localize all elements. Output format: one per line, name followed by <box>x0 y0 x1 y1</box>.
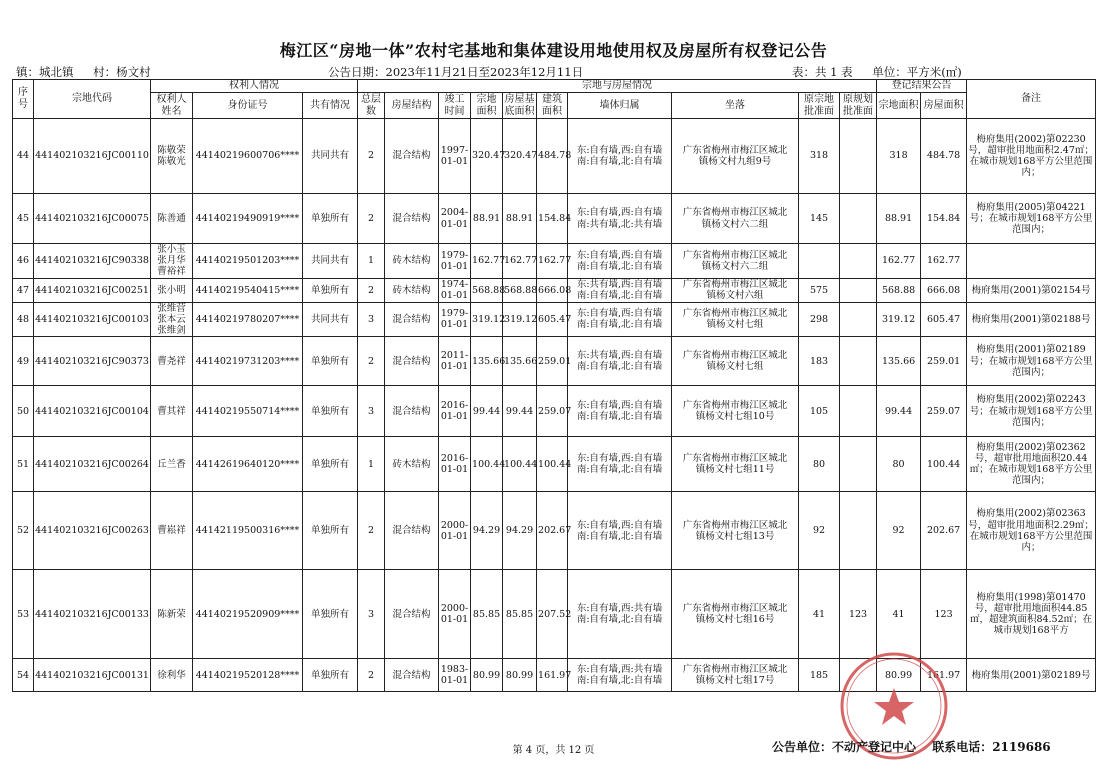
cell-year: 2000- 01-01 <box>439 570 471 659</box>
cell-land-area: 85.85 <box>471 570 503 659</box>
cell-id-no: 44140219501203**** <box>193 244 303 279</box>
footer-org: 公告单位：不动产登记中心 <box>772 740 917 754</box>
meta-town: 镇：城北镇 <box>16 65 74 79</box>
cell-structure: 砖木结构 <box>385 437 439 492</box>
cell-share: 单独所有 <box>303 437 358 492</box>
cell-location: 广东省梅州市梅江区城北 镇杨文村七组 <box>672 337 799 386</box>
cell-base-area: 80.99 <box>503 659 537 692</box>
table-row <box>13 337 1096 386</box>
cell-orig-approved <box>799 244 840 279</box>
cell-res-land: 88.91 <box>877 194 921 244</box>
cell-land-area: 94.29 <box>471 492 503 570</box>
cell-id-no: 44142619640120**** <box>193 437 303 492</box>
cell-location: 广东省梅州市梅江区城北 镇杨文村七组 <box>672 302 799 337</box>
cell-seq: 49 <box>13 337 34 386</box>
cell-seq: 53 <box>13 570 34 659</box>
cell-year: 1997- 01-01 <box>439 119 471 194</box>
cell-land-area: 568.88 <box>471 278 503 302</box>
header-structure: 房屋结构 <box>385 93 439 119</box>
cell-walls: 东:共有墙,西:自有墙 南:自有墙,北:自有墙 <box>568 278 672 302</box>
cell-location: 广东省梅州市梅江区城北 镇杨文村七组11号 <box>672 437 799 492</box>
cell-res-house: 259.01 <box>921 337 967 386</box>
cell-remark: 梅府集用(2002)第02362号，超审批用地面积20.44㎡；在城市规划168平方公里范围内； <box>967 437 1096 492</box>
cell-year: 2004- 01-01 <box>439 194 471 244</box>
cell-owner-name: 张小明 <box>151 278 193 302</box>
table-body <box>13 119 1096 692</box>
header-orig-approved: 原宗地批准面 <box>799 93 840 119</box>
cell-orig-planned <box>840 119 877 194</box>
table-row <box>13 492 1096 570</box>
header-res-land: 宗地面积 <box>877 93 921 119</box>
cell-structure: 混合结构 <box>385 570 439 659</box>
cell-res-land: 99.44 <box>877 386 921 437</box>
table-row <box>13 194 1096 244</box>
cell-location: 广东省梅州市梅江区城北 镇杨文村九组9号 <box>672 119 799 194</box>
cell-code: 441402103216JC00131 <box>34 659 151 692</box>
cell-share: 单独所有 <box>303 194 358 244</box>
cell-base-area: 85.85 <box>503 570 537 659</box>
cell-base-area: 319.12 <box>503 302 537 337</box>
cell-remark: 梅府集用(1998)第01470号，超审批用地面积44.85㎡，超建筑面积84.52㎡；在城市规划168平方 <box>967 570 1096 659</box>
cell-owner-name: 张维营 张本云 张维剑 <box>151 302 193 337</box>
cell-floors: 2 <box>358 278 385 302</box>
cell-build-area: 161.97 <box>537 659 568 692</box>
table-row <box>13 119 1096 194</box>
cell-build-area: 605.47 <box>537 302 568 337</box>
cell-walls: 东:自有墙,西:自有墙 南:自有墙,北:自有墙 <box>568 386 672 437</box>
cell-land-area: 100.44 <box>471 437 503 492</box>
cell-owner-name: 曹崧祥 <box>151 492 193 570</box>
cell-code: 441402103216JC90338 <box>34 244 151 279</box>
cell-orig-planned <box>840 386 877 437</box>
cell-walls: 东:自有墙,西:自有墙 南:自有墙,北:自有墙 <box>568 492 672 570</box>
meta-table-info <box>792 64 978 80</box>
meta-village: 村：杨文村 <box>93 65 151 79</box>
cell-land-area: 162.77 <box>471 244 503 279</box>
cell-orig-planned <box>840 659 877 692</box>
cell-orig-approved: 41 <box>799 570 840 659</box>
cell-res-house: 484.78 <box>921 119 967 194</box>
cell-seq: 51 <box>13 437 34 492</box>
cell-land-area: 319.12 <box>471 302 503 337</box>
header-land-group: 宗地与房屋情况 <box>358 80 877 93</box>
cell-walls: 东:共有墙,西:自有墙 南:自有墙,北:自有墙 <box>568 337 672 386</box>
cell-orig-planned <box>840 194 877 244</box>
cell-remark: 梅府集用(2002)第02363号，超审批用地面积2.29㎡；在城市规划168平方公里范围内； <box>967 492 1096 570</box>
cell-res-land: 80 <box>877 437 921 492</box>
header-build-area: 建筑面积 <box>537 93 568 119</box>
cell-share: 单独所有 <box>303 337 358 386</box>
header-code: 宗地代码 <box>34 80 151 119</box>
cell-structure: 混合结构 <box>385 119 439 194</box>
cell-walls: 东:自有墙,西:自有墙 南:自有墙,北:自有墙 <box>568 244 672 279</box>
cell-owner-name: 曹其祥 <box>151 386 193 437</box>
table-row <box>13 570 1096 659</box>
cell-owner-name: 陈敬荣 陈敬光 <box>151 119 193 194</box>
cell-seq: 47 <box>13 278 34 302</box>
cell-res-land: 162.77 <box>877 244 921 279</box>
cell-seq: 46 <box>13 244 34 279</box>
cell-seq: 50 <box>13 386 34 437</box>
header-walls: 墙体归属 <box>568 93 672 119</box>
header-res-house: 房屋面积 <box>921 93 967 119</box>
cell-base-area: 88.91 <box>503 194 537 244</box>
cell-location: 广东省梅州市梅江区城北 镇杨文村六二组 <box>672 194 799 244</box>
cell-orig-approved: 92 <box>799 492 840 570</box>
cell-share: 单独所有 <box>303 278 358 302</box>
cell-share: 共同共有 <box>303 244 358 279</box>
cell-build-area: 666.08 <box>537 278 568 302</box>
cell-orig-approved: 318 <box>799 119 840 194</box>
cell-res-house: 666.08 <box>921 278 967 302</box>
cell-walls: 东:自有墙,西:自有墙 南:共有墙,北:共有墙 <box>568 194 672 244</box>
header-share: 共有情况 <box>303 93 358 119</box>
cell-location: 广东省梅州市梅江区城北 镇杨文村七组16号 <box>672 570 799 659</box>
cell-walls: 东:自有墙,西:共有墙 南:自有墙,北:自有墙 <box>568 570 672 659</box>
cell-year: 1979- 01-01 <box>439 244 471 279</box>
cell-base-area: 94.29 <box>503 492 537 570</box>
cell-year: 2011- 01-01 <box>439 337 471 386</box>
cell-build-area: 259.07 <box>537 386 568 437</box>
cell-id-no: 44140219540415**** <box>193 278 303 302</box>
header-year: 竣工时间 <box>439 93 471 119</box>
cell-code: 441402103216JC00133 <box>34 570 151 659</box>
cell-code: 441402103216JC90373 <box>34 337 151 386</box>
cell-remark: 梅府集用(2002)第02230号，超审批用地面积2.47㎡；在城市规划168平方公里范围内； <box>967 119 1096 194</box>
cell-location: 广东省梅州市梅江区城北 镇杨文村七组13号 <box>672 492 799 570</box>
footer-contact <box>772 738 1063 755</box>
cell-id-no: 44140219490919**** <box>193 194 303 244</box>
cell-id-no: 44140219780207**** <box>193 302 303 337</box>
header-id-no: 身份证号 <box>193 93 303 119</box>
cell-code: 441402103216JC00264 <box>34 437 151 492</box>
cell-year: 1983- 01-01 <box>439 659 471 692</box>
cell-owner-name: 张小玉 张月华 曹裕祥 <box>151 244 193 279</box>
cell-owner-name: 曹尧祥 <box>151 337 193 386</box>
cell-orig-planned <box>840 302 877 337</box>
footer-phone: 联系电话：2119686 <box>932 740 1051 754</box>
cell-structure: 砖木结构 <box>385 244 439 279</box>
cell-share: 单独所有 <box>303 659 358 692</box>
header-seq: 序号 <box>13 80 34 119</box>
cell-remark: 梅府集用(2001)第02189号 <box>967 659 1096 692</box>
cell-orig-approved: 183 <box>799 337 840 386</box>
cell-location: 广东省梅州市梅江区城北 镇杨文村七组17号 <box>672 659 799 692</box>
cell-build-area: 259.01 <box>537 337 568 386</box>
registration-table <box>12 79 1096 692</box>
cell-seq: 52 <box>13 492 34 570</box>
cell-id-no: 44142119500316**** <box>193 492 303 570</box>
cell-build-area: 162.77 <box>537 244 568 279</box>
meta-date: 公告日期：2023年11月21日至2023年12月11日 <box>328 65 584 79</box>
cell-base-area: 99.44 <box>503 386 537 437</box>
cell-code: 441402103216JC00104 <box>34 386 151 437</box>
cell-orig-approved: 575 <box>799 278 840 302</box>
cell-res-land: 41 <box>877 570 921 659</box>
cell-res-house: 259.07 <box>921 386 967 437</box>
cell-walls: 东:自有墙,西:自有墙 南:自有墙,北:自有墙 <box>568 302 672 337</box>
cell-res-house: 161.97 <box>921 659 967 692</box>
cell-id-no: 44140219520909**** <box>193 570 303 659</box>
cell-code: 441402103216JC00103 <box>34 302 151 337</box>
cell-res-house: 605.47 <box>921 302 967 337</box>
meta-location <box>16 64 167 80</box>
cell-build-area: 207.52 <box>537 570 568 659</box>
cell-share: 共同共有 <box>303 302 358 337</box>
header-location: 坐落 <box>672 93 799 119</box>
cell-build-area: 100.44 <box>537 437 568 492</box>
cell-floors: 2 <box>358 659 385 692</box>
cell-base-area: 100.44 <box>503 437 537 492</box>
page-title: 梅江区“房地一体”农村宅基地和集体建设用地使用权及房屋所有权登记公告 <box>279 41 828 60</box>
cell-walls: 东:自有墙,西:自有墙 南:自有墙,北:自有墙 <box>568 119 672 194</box>
cell-seq: 44 <box>13 119 34 194</box>
cell-remark: 梅府集用(2005)第04221号；在城市规划168平方公里范围内； <box>967 194 1096 244</box>
header-floors: 总层数 <box>358 93 385 119</box>
table-row <box>13 437 1096 492</box>
cell-floors: 1 <box>358 437 385 492</box>
cell-location: 广东省梅州市梅江区城北 镇杨文村六二组 <box>672 244 799 279</box>
header-owner-group: 权利人情况 <box>151 80 358 93</box>
table-row <box>13 659 1096 692</box>
cell-owner-name: 徐利华 <box>151 659 193 692</box>
header-land-area: 宗地面积 <box>471 93 503 119</box>
cell-share: 单独所有 <box>303 492 358 570</box>
cell-orig-planned <box>840 278 877 302</box>
cell-share: 单独所有 <box>303 570 358 659</box>
cell-id-no: 44140219520128**** <box>193 659 303 692</box>
header-base-area: 房屋基底面积 <box>504 93 535 117</box>
cell-structure: 混合结构 <box>385 337 439 386</box>
cell-floors: 3 <box>358 570 385 659</box>
cell-orig-planned <box>840 492 877 570</box>
cell-share: 单独所有 <box>303 386 358 437</box>
cell-floors: 3 <box>358 302 385 337</box>
cell-year: 1974- 01-01 <box>439 278 471 302</box>
cell-orig-approved: 185 <box>799 659 840 692</box>
cell-structure: 混合结构 <box>385 492 439 570</box>
cell-land-area: 135.66 <box>471 337 503 386</box>
cell-remark: 梅府集用(2001)第02154号 <box>967 278 1096 302</box>
cell-remark: 梅府集用(2001)第02188号 <box>967 302 1096 337</box>
table-row <box>13 278 1096 302</box>
cell-year: 2016- 01-01 <box>439 386 471 437</box>
table-row <box>13 386 1096 437</box>
cell-floors: 2 <box>358 119 385 194</box>
cell-build-area: 154.84 <box>537 194 568 244</box>
cell-orig-approved: 80 <box>799 437 840 492</box>
cell-seq: 54 <box>13 659 34 692</box>
cell-seq: 45 <box>13 194 34 244</box>
cell-land-area: 99.44 <box>471 386 503 437</box>
cell-res-land: 568.88 <box>877 278 921 302</box>
cell-res-land: 135.66 <box>877 337 921 386</box>
cell-res-land: 319.12 <box>877 302 921 337</box>
cell-floors: 2 <box>358 337 385 386</box>
cell-orig-approved: 105 <box>799 386 840 437</box>
cell-walls: 东:自有墙,西:共有墙 南:自有墙,北:自有墙 <box>568 659 672 692</box>
cell-year: 2016- 01-01 <box>439 437 471 492</box>
cell-remark <box>967 244 1096 279</box>
cell-build-area: 202.67 <box>537 492 568 570</box>
cell-orig-approved: 298 <box>799 302 840 337</box>
cell-walls: 东:自有墙,西:自有墙 南:自有墙,北:自有墙 <box>568 437 672 492</box>
cell-id-no: 44140219600706**** <box>193 119 303 194</box>
cell-res-land: 318 <box>877 119 921 194</box>
cell-res-house: 100.44 <box>921 437 967 492</box>
cell-year: 2000- 01-01 <box>439 492 471 570</box>
cell-structure: 砖木结构 <box>385 278 439 302</box>
cell-build-area: 484.78 <box>537 119 568 194</box>
header-remark: 备注 <box>967 80 1096 119</box>
cell-land-area: 320.47 <box>471 119 503 194</box>
cell-orig-planned <box>840 337 877 386</box>
cell-base-area: 162.77 <box>503 244 537 279</box>
cell-structure: 混合结构 <box>385 386 439 437</box>
cell-base-area: 568.88 <box>503 278 537 302</box>
cell-land-area: 88.91 <box>471 194 503 244</box>
table-row <box>13 244 1096 279</box>
cell-orig-planned: 123 <box>840 570 877 659</box>
cell-share: 共同共有 <box>303 119 358 194</box>
cell-owner-name: 陈新荣 <box>151 570 193 659</box>
cell-location: 广东省梅州市梅江区城北 镇杨文村七组10号 <box>672 386 799 437</box>
cell-owner-name: 陈善通 <box>151 194 193 244</box>
table-row <box>13 302 1096 337</box>
cell-res-house: 162.77 <box>921 244 967 279</box>
header-result-group: 登记结果公告 <box>877 80 967 93</box>
cell-location: 广东省梅州市梅江区城北 镇杨文村六组 <box>672 278 799 302</box>
cell-res-land: 80.99 <box>877 659 921 692</box>
cell-code: 441402103216JC00263 <box>34 492 151 570</box>
cell-code: 441402103216JC00251 <box>34 278 151 302</box>
cell-orig-planned <box>840 437 877 492</box>
cell-id-no: 44140219731203**** <box>193 337 303 386</box>
header-owner-name: 权利人姓名 <box>151 93 193 119</box>
cell-orig-approved: 145 <box>799 194 840 244</box>
cell-base-area: 320.47 <box>503 119 537 194</box>
footer-page-number: 第 4 页，共 12 页 <box>512 745 595 756</box>
cell-floors: 3 <box>358 386 385 437</box>
cell-seq: 48 <box>13 302 34 337</box>
cell-year: 1979- 01-01 <box>439 302 471 337</box>
meta-tables: 表：共 1 表 <box>792 65 853 79</box>
cell-structure: 混合结构 <box>385 659 439 692</box>
cell-code: 441402103216JC00110 <box>34 119 151 194</box>
cell-structure: 混合结构 <box>385 194 439 244</box>
cell-remark: 梅府集用(2001)第02189号；在城市规划168平方公里范围内； <box>967 337 1096 386</box>
cell-floors: 1 <box>358 244 385 279</box>
cell-structure: 混合结构 <box>385 302 439 337</box>
cell-remark: 梅府集用(2002)第02243号；在城市规划168平方公里范围内； <box>967 386 1096 437</box>
cell-res-land: 92 <box>877 492 921 570</box>
cell-floors: 2 <box>358 194 385 244</box>
cell-orig-planned <box>840 244 877 279</box>
cell-floors: 2 <box>358 492 385 570</box>
cell-res-house: 154.84 <box>921 194 967 244</box>
cell-base-area: 135.66 <box>503 337 537 386</box>
cell-land-area: 80.99 <box>471 659 503 692</box>
header-orig-planned: 原规划批准面 <box>840 93 877 119</box>
meta-unit: 单位：平方米(㎡) <box>872 65 962 79</box>
cell-owner-name: 丘兰香 <box>151 437 193 492</box>
cell-id-no: 44140219550714**** <box>193 386 303 437</box>
cell-res-house: 123 <box>921 570 967 659</box>
cell-code: 441402103216JC00075 <box>34 194 151 244</box>
cell-res-house: 202.67 <box>921 492 967 570</box>
